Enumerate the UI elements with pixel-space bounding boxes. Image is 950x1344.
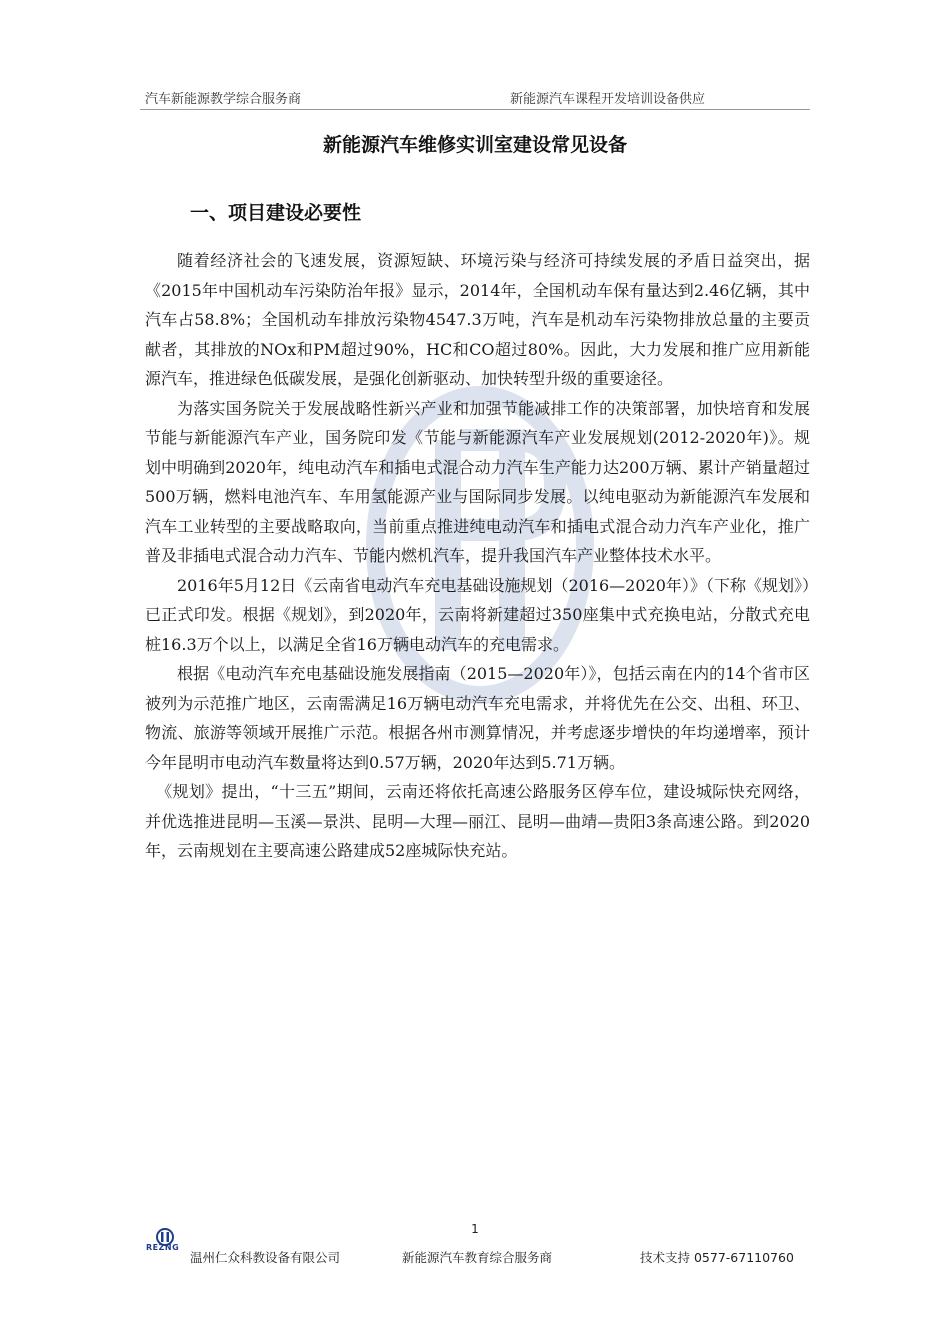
page-number: 1 bbox=[471, 1222, 479, 1236]
footer-company: 温州仁众科教设备有限公司 bbox=[190, 1250, 341, 1265]
footer-tagline: 新能源汽车教育综合服务商 bbox=[402, 1250, 553, 1265]
paragraph: 《规划》提出，“十三五”期间，云南还将依托高速公路服务区停车位，建设城际快充网络，并优选推进昆明—玉溪—景洪、昆明—大理—丽江、昆明—曲靖—贵阳3条高速公路。到2020年，云南规划在主要高速公路建成52座城际快充站。 bbox=[145, 782, 810, 860]
section-heading: 一、项目建设必要性 bbox=[190, 202, 362, 224]
header-right-text: 新能源汽车课程开发培训设备供应 bbox=[510, 92, 706, 107]
header-left-text: 汽车新能源教学综合服务商 bbox=[145, 92, 302, 107]
paragraph: 根据《电动汽车充电基础设施发展指南（2015—2020年）》，包括云南在内的14个省市区被列为示范推广地区，云南需满足16万辆电动汽车充电需求，并将优先在公交、出租、环卫、物流、旅游等领域开展推广示范。根据各州市测算情况，并考虑逐步增快的年均递增率，预计今年昆明市电动汽车数量将达到0.57万辆，2020年达到5.71万辆。 bbox=[145, 664, 810, 772]
paragraph: 为落实国务院关于发展战略性新兴产业和加强节能减排工作的决策部署，加快培育和发展节能与新能源汽车产业，国务院印发《节能与新能源汽车产业发展规划(2012-2020年)》。规划中明确到2020年，纯电动汽车和插电式混合动力汽车生产能力达200万辆、累计产销量超过500万辆，燃料电池汽车、车用氢能源产业与国际同步发展。以纯电驱动为新能源汽车发展和汽车工业转型的主要战略取向，当前重点推进纯电动汽车和插电式混合动力汽车产业化，推广普及非插电式混合动力汽车、节能内燃机汽车，提升我国汽车产业整体技术水平。 bbox=[145, 398, 810, 565]
footer-support: 技术支持 0577-67110760 bbox=[640, 1250, 794, 1265]
body-text bbox=[145, 246, 810, 866]
header-divider bbox=[140, 109, 810, 110]
footer-logo-text: REZNG bbox=[146, 1243, 180, 1252]
page-title: 新能源汽车维修实训室建设常见设备 bbox=[322, 134, 627, 156]
paragraph: 2016年5月12日《云南省电动汽车充电基础设施规划（2016—2020年）》（下称《规划》）已正式印发。根据《规划》，到2020年，云南将新建超过350座集中式充换电站，分散式充电桩16.3万个以上，以满足全省16万辆电动汽车的充电需求。 bbox=[145, 575, 810, 654]
paragraph: 随着经济社会的飞速发展，资源短缺、环境污染与经济可持续发展的矛盾日益突出，据《2015年中国机动车污染防治年报》显示，2014年，全国机动车保有量达到2.46亿辆，其中汽车占58.8%；全国机动车排放污染物4547.3万吨，汽车是机动车污染物排放总量的主要贡献者，其排放的NOx和PM超过90%，HC和CO超过80%。因此，大力发展和推广应用新能源汽车，推进绿色低碳发展，是强化创新驱动、加快转型升级的重要途径。 bbox=[145, 251, 810, 388]
